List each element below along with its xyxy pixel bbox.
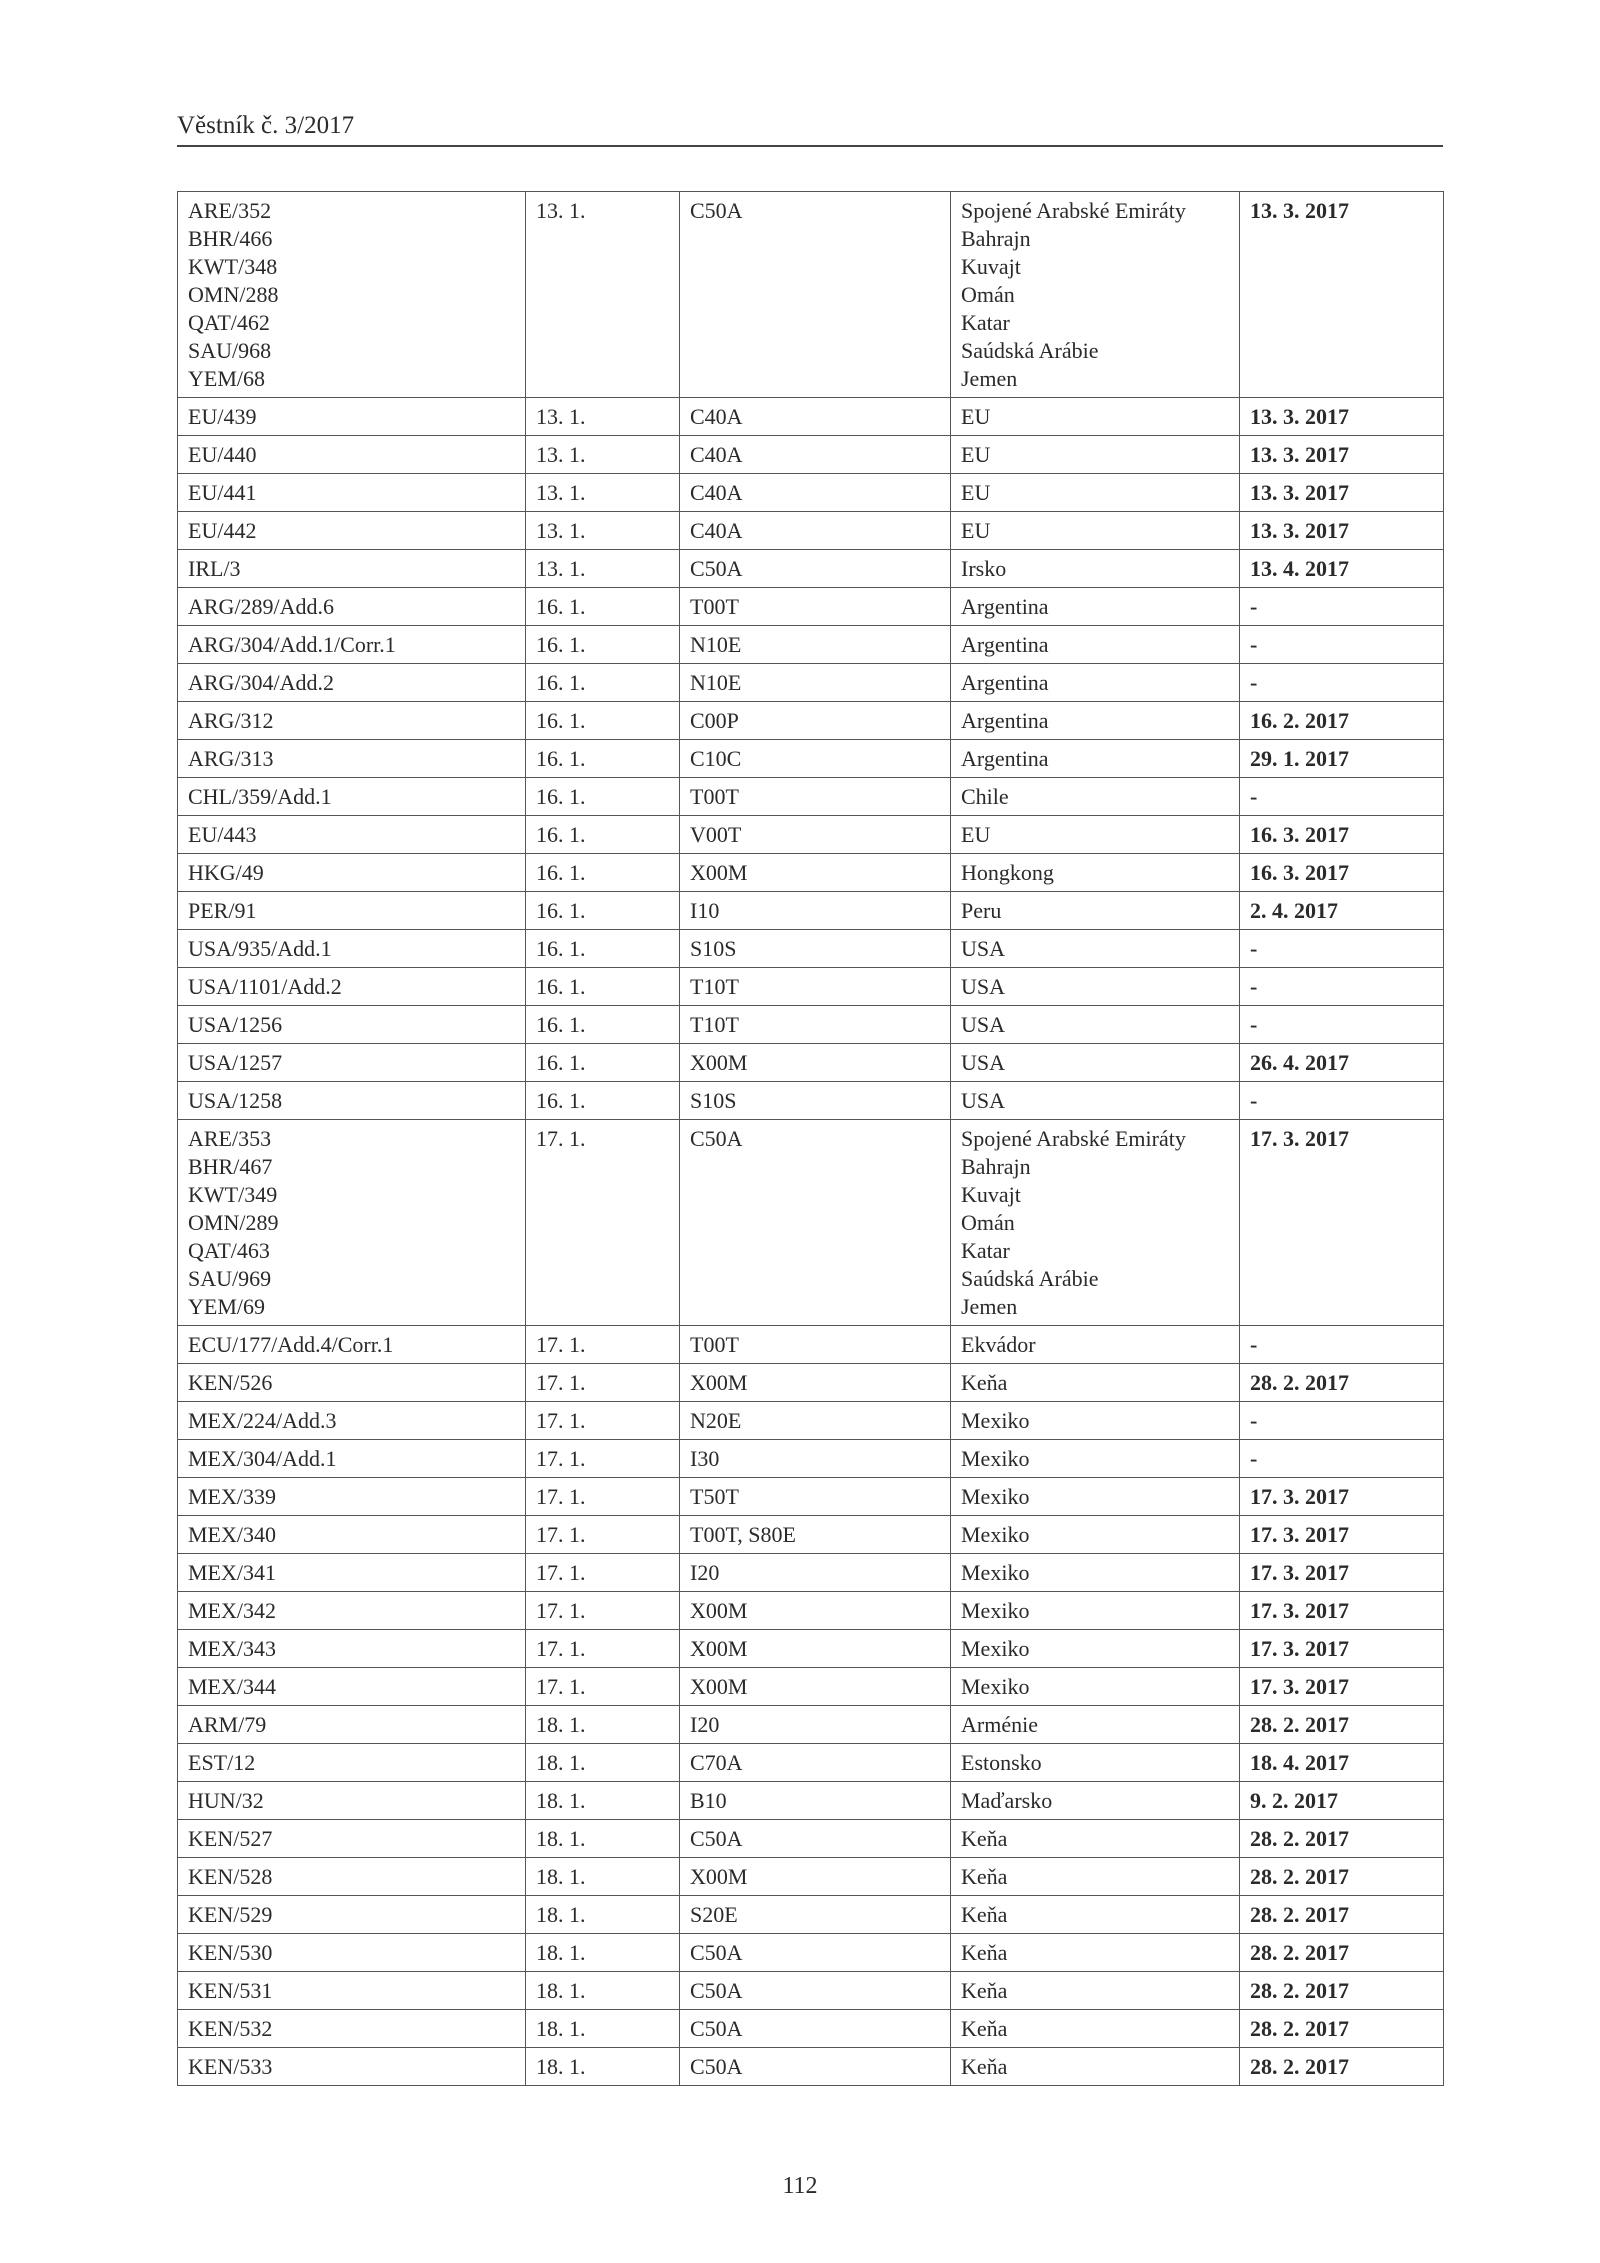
cell-deadline: 17. 3. 2017: [1240, 1120, 1444, 1326]
cell-document-code: CHL/359/Add.1: [178, 778, 526, 816]
cell-country: Mexiko: [951, 1630, 1240, 1668]
cell-country: Argentina: [951, 626, 1240, 664]
cell-date: 17. 1.: [526, 1326, 680, 1364]
cell-country: EU: [951, 474, 1240, 512]
cell-document-code: MEX/339: [178, 1478, 526, 1516]
cell-date: 16. 1.: [526, 664, 680, 702]
table-row: [178, 1934, 1444, 1972]
cell-date: 16. 1.: [526, 702, 680, 740]
cell-document-code: MEX/343: [178, 1630, 526, 1668]
table-row: [178, 816, 1444, 854]
cell-deadline: 28. 2. 2017: [1240, 1934, 1444, 1972]
cell-document-code: KEN/527: [178, 1820, 526, 1858]
cell-country: Mexiko: [951, 1478, 1240, 1516]
cell-document-code: USA/1101/Add.2: [178, 968, 526, 1006]
cell-country: USA: [951, 1044, 1240, 1082]
cell-country: EU: [951, 398, 1240, 436]
cell-deadline: 17. 3. 2017: [1240, 1592, 1444, 1630]
cell-document-code: ARG/289/Add.6: [178, 588, 526, 626]
cell-category-code: X00M: [680, 1364, 951, 1402]
cell-document-code: MEX/344: [178, 1668, 526, 1706]
cell-date: 16. 1.: [526, 892, 680, 930]
cell-document-code: KEN/526: [178, 1364, 526, 1402]
cell-date: 17. 1.: [526, 1120, 680, 1326]
cell-category-code: S20E: [680, 1896, 951, 1934]
cell-document-code: ARG/304/Add.1/Corr.1: [178, 626, 526, 664]
cell-document-code: EU/440: [178, 436, 526, 474]
cell-document-code: USA/1257: [178, 1044, 526, 1082]
cell-category-code: C50A: [680, 1120, 951, 1326]
cell-deadline: -: [1240, 1006, 1444, 1044]
table-row: [178, 1440, 1444, 1478]
cell-document-code: ARG/312: [178, 702, 526, 740]
cell-date: 18. 1.: [526, 1896, 680, 1934]
table-row: [178, 626, 1444, 664]
cell-category-code: C50A: [680, 1820, 951, 1858]
cell-category-code: X00M: [680, 1044, 951, 1082]
cell-country: Arménie: [951, 1706, 1240, 1744]
cell-date: 17. 1.: [526, 1668, 680, 1706]
cell-country: Argentina: [951, 588, 1240, 626]
cell-deadline: -: [1240, 588, 1444, 626]
table-row: [178, 1820, 1444, 1858]
table-row: [178, 2048, 1444, 2086]
cell-deadline: 28. 2. 2017: [1240, 2048, 1444, 2086]
cell-country: Argentina: [951, 702, 1240, 740]
cell-deadline: -: [1240, 626, 1444, 664]
cell-deadline: 28. 2. 2017: [1240, 1972, 1444, 2010]
cell-document-code: HKG/49: [178, 854, 526, 892]
cell-country: Keňa: [951, 1896, 1240, 1934]
cell-document-code: USA/935/Add.1: [178, 930, 526, 968]
page-number: 112: [782, 2173, 818, 2199]
table-row: [178, 1896, 1444, 1934]
cell-date: 17. 1.: [526, 1478, 680, 1516]
cell-deadline: -: [1240, 930, 1444, 968]
cell-country: Argentina: [951, 664, 1240, 702]
table-row: [178, 1592, 1444, 1630]
table-row: [178, 436, 1444, 474]
publication-title: Věstník č. 3/2017: [177, 112, 355, 139]
cell-deadline: -: [1240, 664, 1444, 702]
cell-date: 13. 1.: [526, 512, 680, 550]
cell-deadline: 28. 2. 2017: [1240, 1364, 1444, 1402]
cell-country: Keňa: [951, 1820, 1240, 1858]
cell-date: 16. 1.: [526, 740, 680, 778]
cell-country: EU: [951, 816, 1240, 854]
table-row: [178, 512, 1444, 550]
cell-date: 16. 1.: [526, 930, 680, 968]
table-row: [178, 892, 1444, 930]
cell-date: 17. 1.: [526, 1440, 680, 1478]
table-row: [178, 1972, 1444, 2010]
cell-category-code: C40A: [680, 398, 951, 436]
cell-country: Keňa: [951, 2010, 1240, 2048]
cell-category-code: C50A: [680, 1972, 951, 2010]
cell-document-code: ARM/79: [178, 1706, 526, 1744]
cell-category-code: T00T: [680, 588, 951, 626]
cell-category-code: N10E: [680, 626, 951, 664]
cell-document-code: EU/442: [178, 512, 526, 550]
cell-document-code: MEX/341: [178, 1554, 526, 1592]
cell-deadline: -: [1240, 1402, 1444, 1440]
cell-document-code: KEN/533: [178, 2048, 526, 2086]
cell-country: Ekvádor: [951, 1326, 1240, 1364]
cell-category-code: T00T: [680, 1326, 951, 1364]
table-row: [178, 1326, 1444, 1364]
cell-deadline: 18. 4. 2017: [1240, 1744, 1444, 1782]
table-row: [178, 1364, 1444, 1402]
table-row: [178, 1516, 1444, 1554]
cell-category-code: N20E: [680, 1402, 951, 1440]
cell-date: 17. 1.: [526, 1516, 680, 1554]
cell-category-code: V00T: [680, 816, 951, 854]
cell-category-code: B10: [680, 1782, 951, 1820]
cell-category-code: T00T: [680, 778, 951, 816]
cell-document-code: ARG/313: [178, 740, 526, 778]
cell-document-code: KEN/531: [178, 1972, 526, 2010]
cell-category-code: C70A: [680, 1744, 951, 1782]
cell-category-code: T00T, S80E: [680, 1516, 951, 1554]
cell-category-code: N10E: [680, 664, 951, 702]
cell-country: Peru: [951, 892, 1240, 930]
cell-date: 16. 1.: [526, 854, 680, 892]
cell-date: 17. 1.: [526, 1630, 680, 1668]
cell-deadline: 13. 3. 2017: [1240, 512, 1444, 550]
cell-category-code: I20: [680, 1554, 951, 1592]
cell-category-code: C50A: [680, 1934, 951, 1972]
cell-date: 18. 1.: [526, 1934, 680, 1972]
cell-document-code: EU/439: [178, 398, 526, 436]
cell-country: USA: [951, 1082, 1240, 1120]
cell-deadline: 28. 2. 2017: [1240, 2010, 1444, 2048]
cell-country: Mexiko: [951, 1440, 1240, 1478]
cell-deadline: 17. 3. 2017: [1240, 1554, 1444, 1592]
cell-category-code: T10T: [680, 968, 951, 1006]
table-row: [178, 474, 1444, 512]
cell-deadline: 28. 2. 2017: [1240, 1896, 1444, 1934]
cell-document-code: KEN/529: [178, 1896, 526, 1934]
cell-deadline: 16. 3. 2017: [1240, 816, 1444, 854]
table-row: [178, 1478, 1444, 1516]
cell-deadline: 13. 3. 2017: [1240, 398, 1444, 436]
cell-category-code: C50A: [680, 2010, 951, 2048]
cell-date: 18. 1.: [526, 1858, 680, 1896]
cell-country: EU: [951, 512, 1240, 550]
cell-deadline: 17. 3. 2017: [1240, 1478, 1444, 1516]
cell-deadline: -: [1240, 1082, 1444, 1120]
cell-category-code: C50A: [680, 2048, 951, 2086]
cell-document-code: ARE/352 BHR/466 KWT/348 OMN/288 QAT/462 SAU/968 YEM/68: [178, 192, 526, 398]
cell-document-code: ARE/353 BHR/467 KWT/349 OMN/289 QAT/463 SAU/969 YEM/69: [178, 1120, 526, 1326]
cell-category-code: X00M: [680, 1630, 951, 1668]
table-row: [178, 740, 1444, 778]
cell-category-code: X00M: [680, 1592, 951, 1630]
cell-date: 16. 1.: [526, 1044, 680, 1082]
table-row: [178, 778, 1444, 816]
cell-date: 13. 1.: [526, 436, 680, 474]
cell-date: 17. 1.: [526, 1364, 680, 1402]
cell-country: Keňa: [951, 1858, 1240, 1896]
cell-category-code: I30: [680, 1440, 951, 1478]
table-row: [178, 1858, 1444, 1896]
cell-category-code: C40A: [680, 512, 951, 550]
table-row: [178, 1706, 1444, 1744]
cell-category-code: C40A: [680, 436, 951, 474]
table-row: [178, 968, 1444, 1006]
cell-document-code: USA/1256: [178, 1006, 526, 1044]
cell-category-code: C40A: [680, 474, 951, 512]
cell-deadline: -: [1240, 1326, 1444, 1364]
cell-date: 16. 1.: [526, 968, 680, 1006]
cell-date: 18. 1.: [526, 2010, 680, 2048]
cell-date: 13. 1.: [526, 398, 680, 436]
cell-category-code: S10S: [680, 1082, 951, 1120]
cell-deadline: -: [1240, 968, 1444, 1006]
table-row: [178, 664, 1444, 702]
cell-date: 13. 1.: [526, 550, 680, 588]
notifications-table: [177, 191, 1444, 2086]
cell-country: Spojené Arabské Emiráty Bahrajn Kuvajt Omán Katar Saúdská Arábie Jemen: [951, 1120, 1240, 1326]
cell-document-code: ARG/304/Add.2: [178, 664, 526, 702]
cell-deadline: 13. 3. 2017: [1240, 474, 1444, 512]
cell-country: Estonsko: [951, 1744, 1240, 1782]
cell-country: Mexiko: [951, 1554, 1240, 1592]
cell-date: 18. 1.: [526, 2048, 680, 2086]
cell-deadline: -: [1240, 1440, 1444, 1478]
cell-date: 13. 1.: [526, 192, 680, 398]
cell-date: 18. 1.: [526, 1820, 680, 1858]
cell-deadline: 16. 2. 2017: [1240, 702, 1444, 740]
cell-country: Mexiko: [951, 1592, 1240, 1630]
cell-date: 18. 1.: [526, 1782, 680, 1820]
cell-deadline: 2. 4. 2017: [1240, 892, 1444, 930]
cell-deadline: 13. 4. 2017: [1240, 550, 1444, 588]
cell-country: Chile: [951, 778, 1240, 816]
cell-country: EU: [951, 436, 1240, 474]
cell-country: Maďarsko: [951, 1782, 1240, 1820]
cell-deadline: 13. 3. 2017: [1240, 192, 1444, 398]
table-row: [178, 192, 1444, 398]
cell-country: Keňa: [951, 1972, 1240, 2010]
cell-country: USA: [951, 1006, 1240, 1044]
cell-country: Keňa: [951, 1934, 1240, 1972]
cell-country: USA: [951, 968, 1240, 1006]
table-row: [178, 1630, 1444, 1668]
cell-document-code: KEN/530: [178, 1934, 526, 1972]
cell-category-code: T10T: [680, 1006, 951, 1044]
cell-country: Keňa: [951, 1364, 1240, 1402]
cell-deadline: 28. 2. 2017: [1240, 1820, 1444, 1858]
cell-category-code: X00M: [680, 854, 951, 892]
cell-deadline: 17. 3. 2017: [1240, 1516, 1444, 1554]
cell-category-code: C00P: [680, 702, 951, 740]
cell-document-code: MEX/304/Add.1: [178, 1440, 526, 1478]
table-row: [178, 930, 1444, 968]
cell-deadline: 26. 4. 2017: [1240, 1044, 1444, 1082]
cell-country: Hongkong: [951, 854, 1240, 892]
table-row: [178, 702, 1444, 740]
cell-date: 16. 1.: [526, 1006, 680, 1044]
table-row: [178, 1120, 1444, 1326]
cell-document-code: EST/12: [178, 1744, 526, 1782]
table-row: [178, 1668, 1444, 1706]
table-row: [178, 1554, 1444, 1592]
cell-document-code: MEX/342: [178, 1592, 526, 1630]
cell-deadline: 9. 2. 2017: [1240, 1782, 1444, 1820]
cell-document-code: MEX/340: [178, 1516, 526, 1554]
table-row: [178, 1744, 1444, 1782]
cell-document-code: USA/1258: [178, 1082, 526, 1120]
cell-category-code: X00M: [680, 1858, 951, 1896]
cell-deadline: 29. 1. 2017: [1240, 740, 1444, 778]
table-row: [178, 1782, 1444, 1820]
cell-date: 16. 1.: [526, 816, 680, 854]
cell-date: 17. 1.: [526, 1402, 680, 1440]
table-row: [178, 398, 1444, 436]
table-row: [178, 1082, 1444, 1120]
cell-document-code: KEN/532: [178, 2010, 526, 2048]
cell-date: 18. 1.: [526, 1972, 680, 2010]
cell-deadline: 28. 2. 2017: [1240, 1706, 1444, 1744]
cell-document-code: EU/443: [178, 816, 526, 854]
cell-category-code: C10C: [680, 740, 951, 778]
cell-date: 16. 1.: [526, 778, 680, 816]
cell-date: 13. 1.: [526, 474, 680, 512]
cell-deadline: -: [1240, 778, 1444, 816]
cell-document-code: PER/91: [178, 892, 526, 930]
cell-date: 16. 1.: [526, 588, 680, 626]
cell-document-code: EU/441: [178, 474, 526, 512]
table-row: [178, 1402, 1444, 1440]
cell-document-code: KEN/528: [178, 1858, 526, 1896]
cell-category-code: C50A: [680, 192, 951, 398]
cell-category-code: I20: [680, 1706, 951, 1744]
cell-deadline: 17. 3. 2017: [1240, 1668, 1444, 1706]
cell-date: 18. 1.: [526, 1706, 680, 1744]
cell-country: Keňa: [951, 2048, 1240, 2086]
cell-document-code: MEX/224/Add.3: [178, 1402, 526, 1440]
table-row: [178, 1044, 1444, 1082]
cell-date: 16. 1.: [526, 1082, 680, 1120]
cell-date: 17. 1.: [526, 1592, 680, 1630]
table-row: [178, 1006, 1444, 1044]
cell-country: Spojené Arabské Emiráty Bahrajn Kuvajt Omán Katar Saúdská Arábie Jemen: [951, 192, 1240, 398]
cell-country: USA: [951, 930, 1240, 968]
cell-category-code: C50A: [680, 550, 951, 588]
cell-date: 16. 1.: [526, 626, 680, 664]
cell-category-code: S10S: [680, 930, 951, 968]
header-divider: [177, 145, 1443, 147]
cell-country: Mexiko: [951, 1516, 1240, 1554]
cell-category-code: X00M: [680, 1668, 951, 1706]
cell-document-code: ECU/177/Add.4/Corr.1: [178, 1326, 526, 1364]
cell-date: 17. 1.: [526, 1554, 680, 1592]
cell-document-code: HUN/32: [178, 1782, 526, 1820]
cell-country: Argentina: [951, 740, 1240, 778]
cell-document-code: IRL/3: [178, 550, 526, 588]
cell-category-code: I10: [680, 892, 951, 930]
cell-country: Irsko: [951, 550, 1240, 588]
table-row: [178, 588, 1444, 626]
cell-country: Mexiko: [951, 1668, 1240, 1706]
cell-deadline: 17. 3. 2017: [1240, 1630, 1444, 1668]
cell-deadline: 16. 3. 2017: [1240, 854, 1444, 892]
cell-date: 18. 1.: [526, 1744, 680, 1782]
cell-deadline: 28. 2. 2017: [1240, 1858, 1444, 1896]
cell-country: Mexiko: [951, 1402, 1240, 1440]
table-row: [178, 854, 1444, 892]
table-row: [178, 550, 1444, 588]
cell-deadline: 13. 3. 2017: [1240, 436, 1444, 474]
table-row: [178, 2010, 1444, 2048]
cell-category-code: T50T: [680, 1478, 951, 1516]
